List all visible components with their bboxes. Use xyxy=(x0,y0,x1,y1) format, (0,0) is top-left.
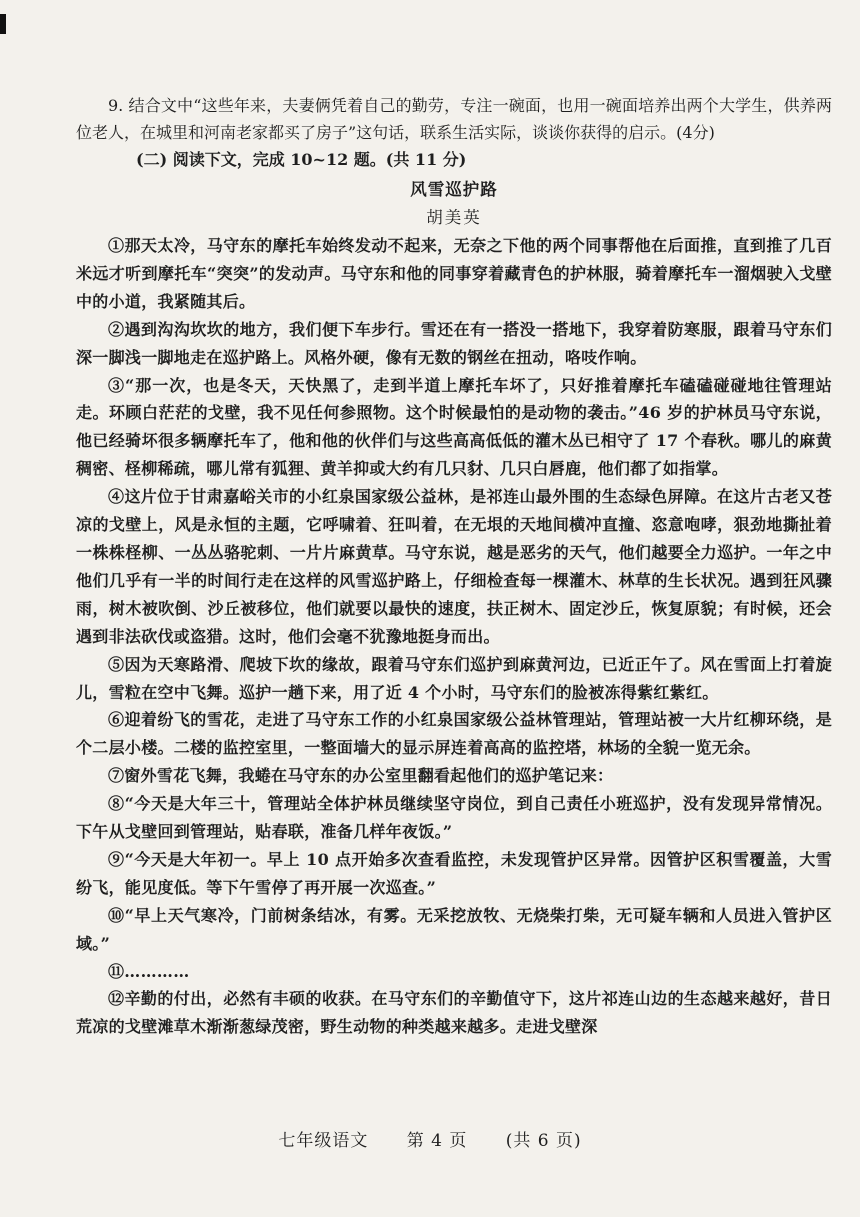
article-title: 风雪巡护路 xyxy=(410,180,498,199)
footer-total-pages: (共 6 页) xyxy=(505,1131,582,1151)
footer-page-number: 第 4 页 xyxy=(406,1131,468,1151)
paragraph-5: ⑤因为天寒路滑、爬坡下坎的缘故，跟着马守东们巡护到麻黄河边，已近正午了。风在雪面上打着旋儿，雪粒在空中飞舞。巡护一趟下来，用了近 4 个小时，马守东们的脸被冻得紫红紫红。 xyxy=(76,654,832,702)
scan-corner-mark xyxy=(0,14,6,34)
paragraph-2: ②遇到沟沟坎坎的地方，我们便下车步行。雪还在有一搭没一搭地下，我穿着防寒服，跟着马守东们深一脚浅一脚地走在巡护路上。风格外硬，像有无数的钢丝在扭动，咯吱作响。 xyxy=(76,319,832,367)
section-heading: (二) 阅读下文，完成 10~12 题。(共 11 分) xyxy=(136,150,467,169)
exam-page-content xyxy=(76,92,832,1041)
paragraph-4: ④这片位于甘肃嘉峪关市的小红泉国家级公益林，是祁连山最外围的生态绿色屏障。在这片古老又苍凉的戈壁上，风是永恒的主题，它呼啸着、狂叫着，在无垠的天地间横冲直撞、恣意咆哮，狠劲地撕扯着一株株柽柳、一丛丛骆驼刺、一片片麻黄草。马守东说，越是恶劣的天气，他们越要全力巡护。一年之中他们几乎有一半的时间行走在这样的风雪巡护路上，仔细检查每一棵灌木、林草的生长状况。遇到狂风骤雨，树木被吹倒、沙丘被移位，他们就要以最快的速度，扶正树木、固定沙丘，恢复原貌；有时候，还会遇到非法砍伐或盗猎。这时，他们会毫不犹豫地挺身而出。 xyxy=(76,487,832,646)
page-footer xyxy=(0,1126,860,1151)
paragraph-11: ⑪………… xyxy=(108,961,190,981)
paragraph-9: ⑨“今天是大年初一。早上 10 点开始多次查看监控，未发现管护区异常。因管护区积雪覆盖，大雪纷飞，能见度低。等下午雪停了再开展一次巡查。” xyxy=(76,849,832,897)
paragraph-1: ①那天太冷，马守东的摩托车始终发动不起来，无奈之下他的两个同事帮他在后面推，直到推了几百米远才听到摩托车“突突”的发动声。马守东和他的同事穿着藏青色的护林服，骑着摩托车一溜烟驶入戈壁中的小道，我紧随其后。 xyxy=(76,236,832,311)
paragraph-10: ⑩“早上天气寒冷，门前树条结冰，有雾。无采挖放牧、无烧柴打柴，无可疑车辆和人员进入管护区域。” xyxy=(76,905,832,953)
paragraph-7: ⑦窗外雪花飞舞，我蜷在马守东的办公室里翻看起他们的巡护笔记来： xyxy=(108,766,614,786)
paragraph-12: ⑫辛勤的付出，必然有丰硕的收获。在马守东们的辛勤值守下，这片祁连山边的生态越来越好，昔日荒凉的戈壁滩草木渐渐葱绿茂密，野生动物的种类越来越多。走进戈壁深 xyxy=(76,989,832,1037)
article-author: 胡美英 xyxy=(426,208,482,227)
paragraph-8: ⑧“今天是大年三十，管理站全体护林员继续坚守岗位，到自己责任小班巡护，没有发现异常情况。下午从戈壁回到管理站，贴春联，准备几样年夜饭。” xyxy=(76,794,832,842)
paragraph-6: ⑥迎着纷飞的雪花，走进了马守东工作的小红泉国家级公益林管理站，管理站被一大片红柳环绕，是个二层小楼。二楼的监控室里，一整面墙大的显示屏连着高高的监控塔，林场的全貌一览无余。 xyxy=(76,710,832,758)
footer-subject: 七年级语文 xyxy=(278,1131,369,1151)
paragraph-3: ③“那一次，也是冬天，天快黑了，走到半道上摩托车坏了，只好推着摩托车磕磕碰碰地往管理站走。环顾白茫茫的戈壁，我不见任何参照物。这个时候最怕的是动物的袭击。”46 岁的护林员马守东说，他已经骑坏很多辆摩托车了，他和他的伙伴们与这些高高低低的灌木丛已相守了 17 个春秋。哪儿的麻黄稠密、柽柳稀疏，哪儿常有狐狸、黄羊抑或大约有几只豺、几只白唇鹿，他们都了如指掌。 xyxy=(76,375,832,479)
question-9: 9. 结合文中“这些年来，夫妻俩凭着自己的勤劳，专注一碗面，也用一碗面培养出两个大学生，供养两位老人，在城里和河南老家都买了房子”这句话，联系生活实际，谈谈你获得的启示。(4分) xyxy=(76,96,832,142)
